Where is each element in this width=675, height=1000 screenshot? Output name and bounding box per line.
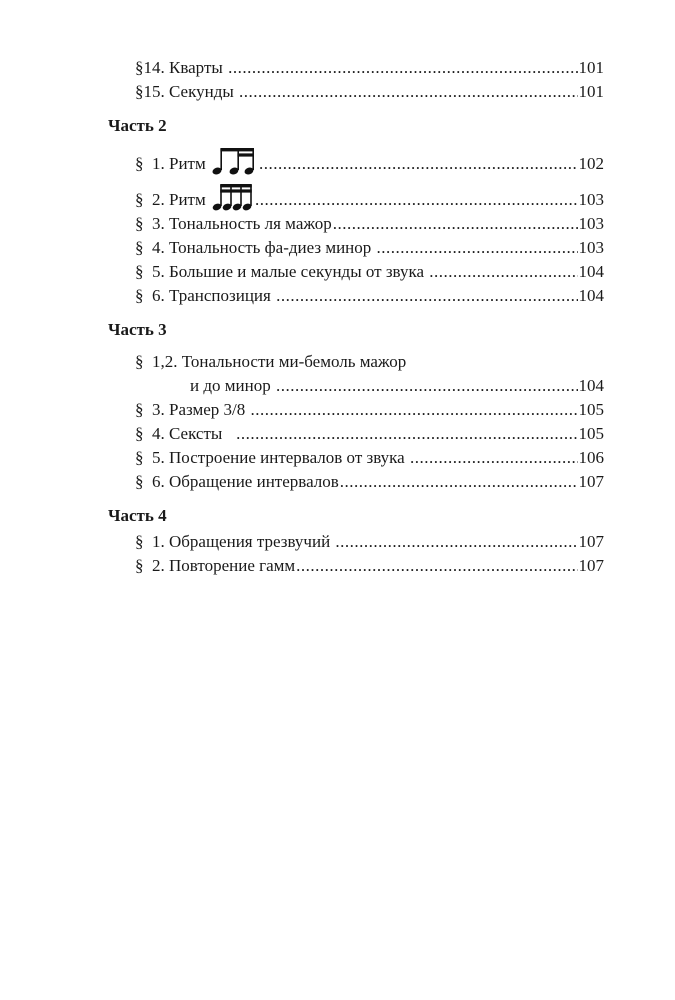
page-number: 103	[578, 238, 604, 257]
entry-title-continuation: и до минор	[190, 376, 271, 395]
entry-title: Большие и малые секунды от звука	[169, 262, 425, 281]
entry-title: Кварты	[169, 58, 223, 77]
dot-leader	[259, 152, 578, 176]
page-number: 101	[578, 82, 604, 101]
dot-leader	[335, 530, 577, 554]
toc-entry[interactable]	[135, 260, 604, 284]
entry-title: Обращения трезвучий	[169, 532, 331, 551]
dot-leader	[255, 188, 578, 212]
dot-leader	[333, 212, 578, 236]
part-heading: Часть 3	[108, 320, 167, 339]
page-number: 101	[578, 58, 604, 77]
dot-leader	[239, 80, 577, 104]
section-number: § 6.	[135, 472, 165, 491]
entry-title: Ритм	[165, 182, 254, 212]
section-number: § 4.	[135, 238, 165, 257]
page-number: 105	[578, 424, 604, 443]
entry-title: Тональность ля мажор	[169, 214, 332, 233]
toc-entry[interactable]	[135, 422, 604, 446]
dot-leader	[228, 56, 577, 80]
page-number: 104	[578, 262, 604, 281]
toc-entry[interactable]	[135, 212, 604, 236]
toc-entry-continuation[interactable]	[190, 374, 604, 398]
section-number: §14.	[135, 58, 165, 77]
page-number: 104	[578, 286, 604, 305]
toc-entry[interactable]	[135, 236, 604, 260]
four-sixteenths-rhythm-icon	[212, 182, 254, 212]
toc-entry[interactable]	[135, 530, 604, 554]
dot-leader	[377, 236, 578, 260]
part-heading: Часть 2	[108, 116, 167, 135]
entry-title: Размер 3/8	[169, 400, 246, 419]
dot-leader	[276, 374, 578, 398]
entry-title: Сексты	[169, 424, 223, 443]
entry-title: Тональности ми-бемоль мажор	[181, 352, 407, 371]
section-number: §15.	[135, 82, 165, 101]
entry-title: Обращение интервалов	[169, 472, 339, 491]
dot-leader	[296, 554, 577, 578]
table-of-contents	[108, 56, 604, 578]
section-number: § 5.	[135, 262, 165, 281]
dot-leader	[340, 470, 578, 494]
dot-leader	[429, 260, 577, 284]
toc-entry[interactable]	[135, 56, 604, 80]
dot-leader	[276, 284, 577, 308]
section-number: § 3.	[135, 400, 165, 419]
entry-title: Построение интервалов от звука	[169, 448, 405, 467]
toc-entry[interactable]	[135, 140, 604, 176]
section-number: § 5.	[135, 448, 165, 467]
toc-entry[interactable]	[135, 284, 604, 308]
toc-entry[interactable]	[135, 446, 604, 470]
section-number: § 1.	[135, 154, 165, 173]
page-number: 103	[578, 190, 604, 209]
page-number: 107	[578, 532, 604, 551]
entry-title: Ритм	[165, 146, 258, 176]
dot-leader	[251, 398, 578, 422]
toc-entry-first-line[interactable]	[135, 348, 604, 374]
page-number: 103	[578, 214, 604, 233]
toc-entry[interactable]	[135, 176, 604, 212]
section-number: § 6.	[135, 286, 165, 305]
entry-title: Тональность фа-диез минор	[169, 238, 372, 257]
page-number: 105	[578, 400, 604, 419]
section-number: § 1,2.	[135, 352, 178, 371]
section-number: § 2.	[135, 556, 165, 575]
toc-entry[interactable]	[135, 80, 604, 104]
page-number: 107	[578, 556, 604, 575]
dot-leader	[236, 422, 577, 446]
page-number: 107	[578, 472, 604, 491]
eighth-two-sixteenths-rhythm-icon	[212, 146, 258, 176]
page-number: 104	[578, 376, 604, 395]
page-number: 102	[578, 154, 604, 173]
entry-title: Повторение гамм	[169, 556, 296, 575]
part-heading: Часть 4	[108, 506, 167, 525]
dot-leader	[410, 446, 578, 470]
toc-entry[interactable]	[135, 398, 604, 422]
toc-entry[interactable]	[135, 554, 604, 578]
section-number: § 2.	[135, 190, 165, 209]
page-number: 106	[578, 448, 604, 467]
toc-entry[interactable]	[135, 470, 604, 494]
entry-title: Транспозиция	[169, 286, 271, 305]
section-number: § 1.	[135, 532, 165, 551]
section-number: § 3.	[135, 214, 165, 233]
entry-title: Секунды	[169, 82, 234, 101]
section-number: § 4.	[135, 424, 165, 443]
